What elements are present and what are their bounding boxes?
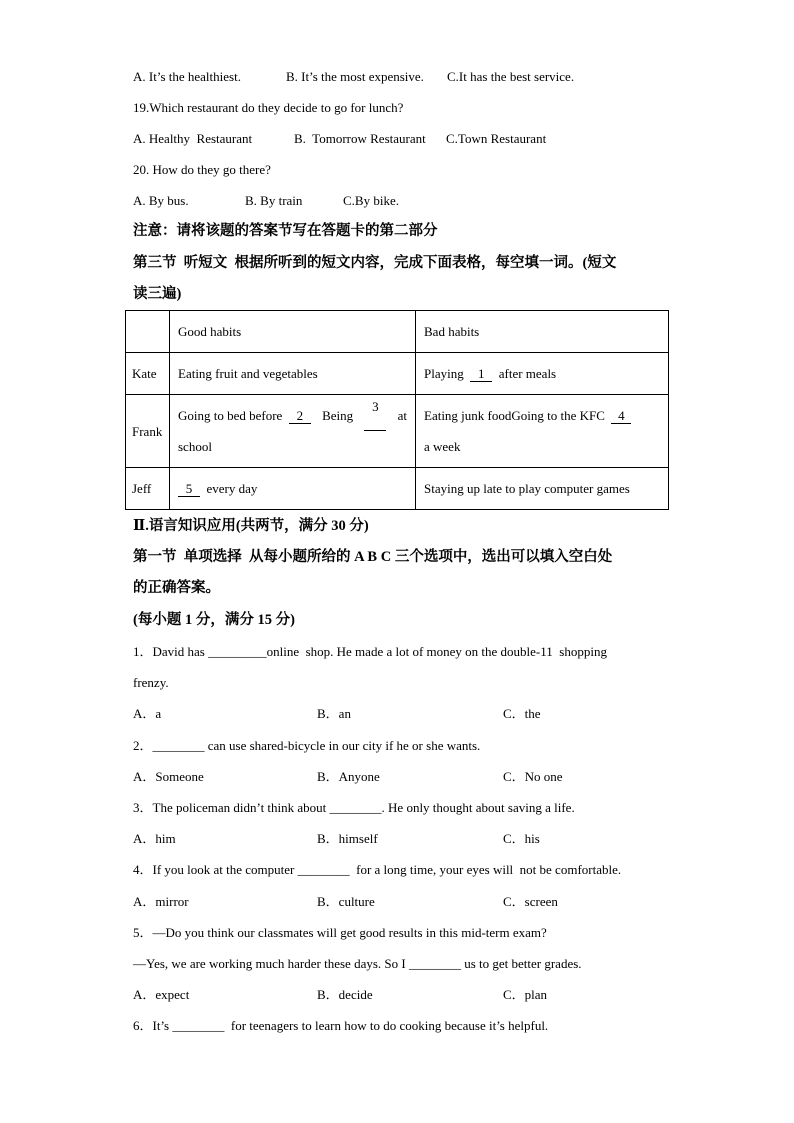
header-bad-habits: Bad habits: [416, 311, 669, 353]
mc4-question: 4．If you look at the computer ________ for a long time, your eyes will not be comfortable.: [133, 862, 622, 877]
q19-option-c: C.Town Restaurant: [446, 131, 547, 146]
q18-option-b: B. It’s the most expensive.: [286, 69, 424, 84]
sec1-score: (每小题 1 分，满分 15 分): [133, 612, 295, 628]
mc2-option-b: B．Anyone: [317, 769, 380, 784]
kate-good-habit: Eating fruit and vegetables: [170, 353, 416, 395]
header-good-habits: Good habits: [170, 311, 416, 353]
blank-2[interactable]: 2: [289, 409, 311, 424]
sec1-title-line1: 第一节 单项选择 从每小题所给的 A B C 三个选项中，选出可以填入空白处: [133, 549, 613, 565]
jeff-good-habit: [170, 468, 416, 510]
mc1-question-cont: frenzy.: [133, 675, 169, 690]
mc5-question: 5．—Do you think our classmates will get good results in this mid-term exam?: [133, 925, 547, 940]
part2-title: Ⅱ.语言知识应用(共两节，满分 30 分): [133, 518, 369, 534]
mc2-option-a: A．Someone: [133, 769, 204, 784]
mc3-question: 3．The policeman didn’t think about ________. He only thought about saving a life.: [133, 800, 575, 815]
q18-option-a: A. It’s the healthiest.: [133, 69, 241, 84]
sec1-title-line2: 的正确答案。: [133, 580, 220, 596]
frank-good-habit: [170, 395, 416, 468]
kate-bad-pre: Playing: [424, 366, 464, 381]
mc1-option-c: C．the: [503, 706, 541, 721]
blank-4[interactable]: 4: [611, 409, 631, 424]
mc4-option-a: A．mirror: [133, 894, 189, 909]
q20-option-b: B. By train: [245, 193, 303, 208]
mc3-option-b: B．himself: [317, 831, 378, 846]
mc1-option-b: B．an: [317, 706, 351, 721]
frank-good-1: Going to bed before: [178, 408, 283, 423]
blank-5[interactable]: 5: [178, 482, 200, 497]
jeff-good-post: every day: [206, 481, 258, 496]
frank-good-3: at: [397, 408, 407, 423]
section3-title-line2: 读三遍): [133, 286, 182, 302]
frank-good-4: school: [178, 439, 212, 454]
q19-option-b: B. Tomorrow Restaurant: [294, 131, 426, 146]
frank-good-2: Being: [322, 408, 354, 423]
frank-bad-1: Eating junk foodGoing to the KFC: [424, 408, 605, 423]
kate-bad-post: after meals: [498, 366, 557, 381]
mc4-option-c: C．screen: [503, 894, 558, 909]
jeff-bad-habit: Staying up late to play computer games: [416, 468, 669, 510]
q18-option-c: C.It has the best service.: [447, 69, 575, 84]
header-empty: [126, 311, 170, 353]
name-jeff: Jeff: [126, 468, 170, 510]
q20-question: 20. How do they go there?: [133, 162, 271, 177]
mc2-option-c: C．No one: [503, 769, 563, 784]
mc4-option-b: B．culture: [317, 894, 375, 909]
mc5-question-cont: —Yes, we are working much harder these days. So I ________ us to get better grades.: [133, 956, 582, 971]
mc5-option-c: C．plan: [503, 987, 548, 1002]
mc6-question: 6．It’s ________ for teenagers to learn how to do cooking because it’s helpful.: [133, 1018, 549, 1033]
table-row-kate: [126, 353, 669, 395]
mc1-option-a: A．a: [133, 706, 162, 721]
kate-bad-habit: [416, 353, 669, 395]
mc1-question: 1．David has _________online shop. He made a lot of money on the double-11 shopping: [133, 644, 607, 659]
notice: 注意：请将该题的答案节写在答题卡的第二部分: [133, 223, 438, 239]
table-row-jeff: [126, 468, 669, 510]
habits-table: [125, 310, 669, 510]
frank-bad-2: a week: [424, 439, 461, 454]
name-frank: Frank: [126, 395, 170, 468]
table-header-row: [126, 311, 669, 353]
q20-option-c: C.By bike.: [343, 193, 399, 208]
frank-bad-habit: [416, 395, 669, 468]
section3-title-line1: 第三节 听短文 根据所听到的短文内容，完成下面表格，每空填一词。(短文: [133, 255, 617, 271]
mc5-option-a: A．expect: [133, 987, 190, 1002]
mc3-option-c: C．his: [503, 831, 540, 846]
mc5-option-b: B．decide: [317, 987, 373, 1002]
q19-question: 19.Which restaurant do they decide to go for lunch?: [133, 100, 404, 115]
name-kate: Kate: [126, 353, 170, 395]
blank-3[interactable]: 3: [364, 400, 386, 431]
blank-1[interactable]: 1: [470, 367, 492, 382]
table-row-frank: [126, 395, 669, 468]
q19-option-a: A. Healthy Restaurant: [133, 131, 253, 146]
mc2-question: 2．________ can use shared-bicycle in our city if he or she wants.: [133, 738, 481, 753]
q20-option-a: A. By bus.: [133, 193, 189, 208]
mc3-option-a: A．him: [133, 831, 176, 846]
